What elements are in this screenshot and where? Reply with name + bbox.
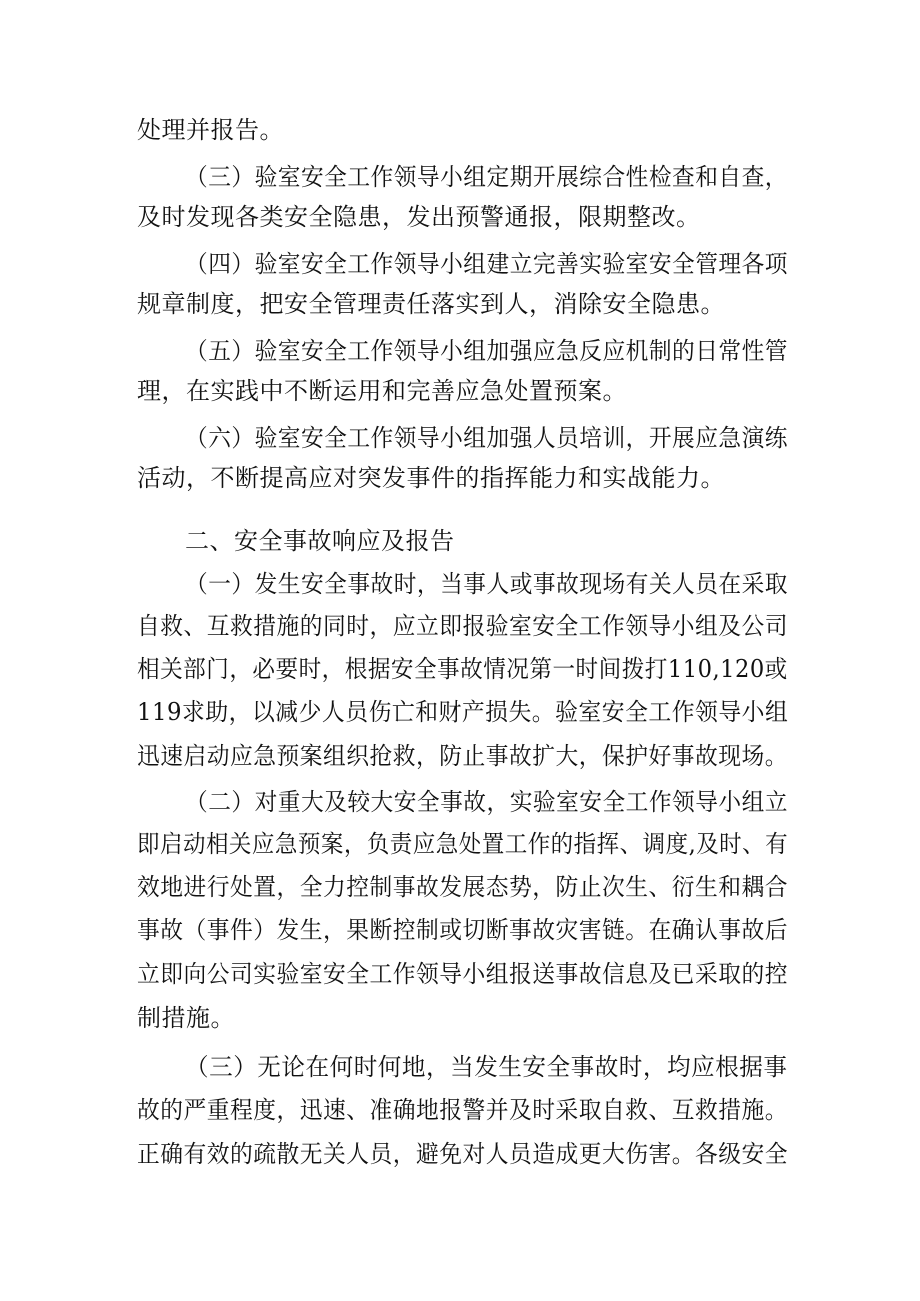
text-line: 活动，不断提高应对突发事件的指挥能力和实战能力。 <box>137 464 725 492</box>
text-line: 相关部门，必要时，根据安全事故情况第一时间拨打110,120或 <box>137 655 788 683</box>
text-line: 立即向公司实验室安全工作领导小组报送事故信息及已采取的控 <box>137 960 788 988</box>
text-line: 制措施。 <box>137 1004 235 1032</box>
text-line: 事故（事件）发生，果断控制或切断事故灾害链。在确认事故后 <box>137 916 788 944</box>
text-line: 自救、互救措施的同时，应立即报验室安全工作领导小组及公司 <box>137 612 788 640</box>
text-line: （三）无论在何时何地，当发生安全事故时，均应根据事 <box>185 1053 788 1081</box>
text-line: 正确有效的疏散无关人员，避免对人员造成更大伤害。各级安全 <box>137 1140 788 1168</box>
text-line: 理，在实践中不断运用和完善应急处置预案。 <box>137 377 627 405</box>
section-heading: 二、安全事故响应及报告 <box>185 527 455 555</box>
text-line: （五）验室安全工作领导小组加强应急反应机制的日常性管 <box>185 337 788 365</box>
text-line: 迅速启动应急预案组织抢救，防止事故扩大，保护好事故现场。 <box>137 742 788 770</box>
text-line: 处理并报告。 <box>137 116 284 144</box>
text-line: 效地进行处置，全力控制事故发展态势，防止次生、衍生和耦合 <box>137 873 788 901</box>
text-line: （六）验室安全工作领导小组加强人员培训，开展应急演练 <box>185 424 788 452</box>
text-line: 119求助，以减少人员伤亡和财产损失。验室安全工作领导小组 <box>137 698 789 726</box>
text-line: （三）验室安全工作领导小组定期开展综合性检查和自查， <box>185 163 788 191</box>
text-line: （一）发生安全事故时，当事人或事故现场有关人员在采取 <box>185 570 788 598</box>
text-line: 即启动相关应急预案，负责应急处置工作的指挥、调度,及时、有 <box>137 830 789 858</box>
text-line: （四）验室安全工作领导小组建立完善实验室安全管理各项 <box>185 250 788 278</box>
text-line: 故的严重程度，迅速、准确地报警并及时采取自救、互救措施。 <box>137 1096 788 1124</box>
text-line: （二）对重大及较大安全事故，实验室安全工作领导小组立 <box>185 788 788 816</box>
text-line: 及时发现各类安全隐患，发出预警通报，限期整改。 <box>137 203 701 231</box>
text-line: 规章制度，把安全管理责任落实到人，消除安全隐患。 <box>137 290 725 318</box>
